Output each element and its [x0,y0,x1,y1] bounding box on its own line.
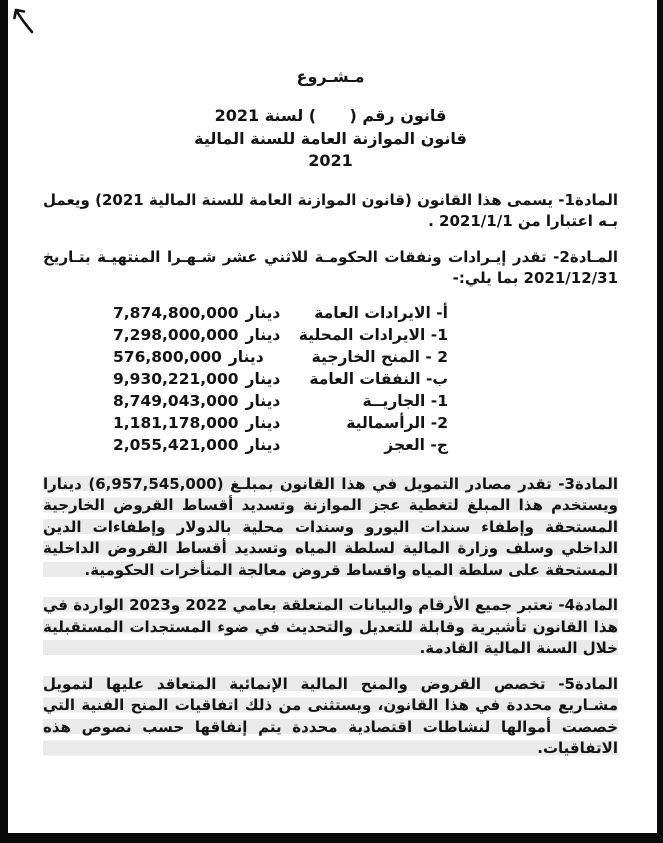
pen-stroke-icon [11,5,37,35]
article-5: المادة5- تخصص القروض والمنح المالية الإنمائية المتعاقد عليها لتمويل مشـاريع محددة في هذا القانون، ويستثنى من ذلك اتفاقيات المنح الفنية التي خصصت أموالها لنشاطات اقتصادية محددة يتم إنفاقها حسب نصوص هذه الاتفاقيات. [43,674,618,760]
document-title: مـشـروع [296,67,365,86]
budget-item-amount [113,414,280,432]
budget-item-label: ب- النفقات العامة [309,369,448,388]
amount-value: 1,181,178,000 [113,413,239,432]
amount-value: 8,749,043,000 [113,391,239,410]
budget-item-amount [113,326,280,344]
scan-edge-bottom [0,833,663,843]
budget-item-amount [113,304,280,322]
amount-currency: دينار [245,391,281,410]
article-1: المادة1- يسمى هذا القانون (قانون الموازنة العامة للسنة المالية 2021) ويعمل بـه اعتبارا من 2021/1/1 . [43,190,618,230]
law-name-line: قانون الموازنة العامة للسنة المالية [194,128,467,148]
amount-currency: دينار [245,369,281,388]
article-3: المادة3- تقدر مصادر التمويل في هذا القانون بمبلـغ (6,957,545,000) دينارا ويستخدم هذا المبلغ لتغطية عجز الموازنة وتسديد أقساط القروض الخارجية المستحقة وإطفاء سندات اليورو وسندات محلية بالدولار وإطفاءات الدين الداخلي وسلف وزارة المالية لسلطة المياه وتسديد أقساط القروض الداخلية المستحقة على سلطة المياه واقساط قروض معالجة المتأخرات الحكومية. [43,474,618,582]
budget-item-label: 2 - المنح الخارجية [311,347,448,366]
amount-currency: دينار [245,413,281,432]
amount-value: 9,930,221,000 [113,369,239,388]
amount-value: 2,055,421,000 [113,435,239,454]
law-heading [43,105,618,173]
amount-currency: دينار [245,303,281,322]
amount-currency: دينار [245,435,281,454]
budget-row [43,414,618,436]
amount-value: 7,874,800,000 [113,303,239,322]
budget-row [43,392,618,414]
budget-row [43,326,618,348]
budget-row [43,436,618,458]
budget-item-label: أ- الايرادات العامة [314,303,448,322]
scan-edge-right [657,0,663,843]
amount-value: 576,800,000 [113,347,222,366]
budget-item-amount [113,392,280,410]
budget-table [43,304,618,458]
article-4: المادة4- تعتبر جميع الأرقام والبيانات المتعلقة بعامي 2022 و2023 الواردة في هذا القانون تأشيرية وقابلة للتعديل والتحديث في ضوء المستجدات المستقبلية خلال السنة المالية القادمة. [43,595,618,660]
budget-item-amount [113,436,280,454]
budget-item-amount [113,370,280,388]
amount-currency: دينار [228,347,264,366]
budget-item-label: 2- الرأسمالية [346,413,448,432]
budget-item-label: ج- العجز [384,435,448,454]
law-number-line: قانون رقم ( ) لسنة 2021 [214,106,447,125]
budget-item-label: 1- الجاريــة [362,391,448,410]
article-2: المـادة2- تقدر إيـرادات ونفقات الحكومـة للاثني عشر شـهـرا المنتهيـة بتـاريخ 2021/12/31 بما يلي:- [43,247,618,287]
budget-item-amount [113,348,264,366]
scan-edge-left [0,0,8,843]
budget-row [43,348,618,370]
budget-item-label: 1- الايرادات المحلية [298,325,448,344]
budget-row [43,304,618,326]
amount-value: 7,298,000,000 [113,325,239,344]
document-content [43,66,618,774]
law-year-line: 2021 [308,151,353,170]
budget-row [43,370,618,392]
amount-currency: دينار [245,325,281,344]
